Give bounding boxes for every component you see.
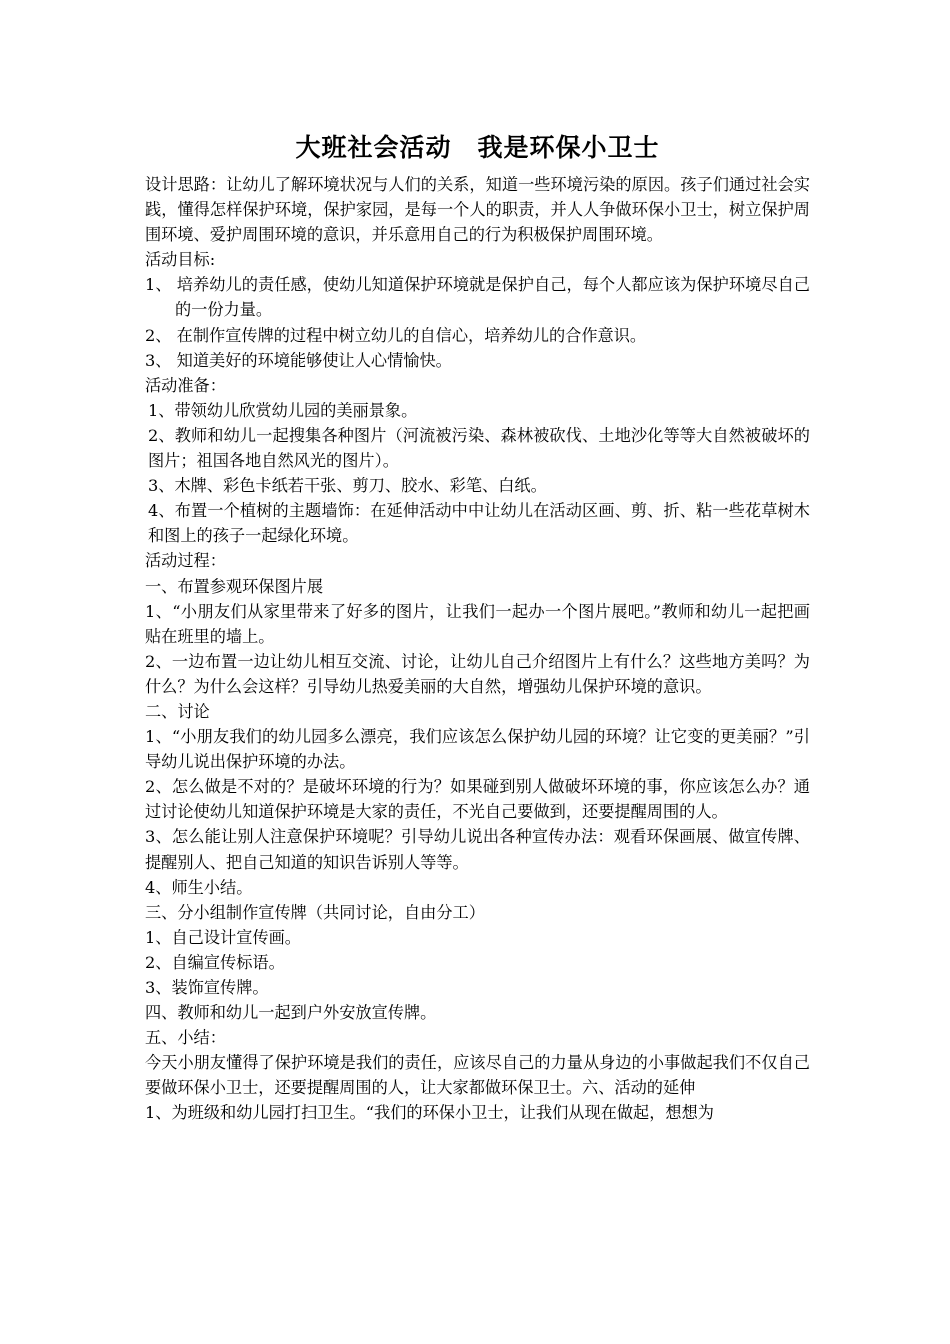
heading-process: 活动过程： <box>145 551 226 571</box>
section-3-item-3: 3、装饰宣传牌。 <box>145 978 269 997</box>
section-3-item-1: 1、自己设计宣传画。 <box>145 927 301 947</box>
preparation-item-1: 1、带领幼儿欣赏幼儿园的美丽景象。 <box>148 400 418 420</box>
document-page <box>145 128 810 1126</box>
section-1-heading: 一、布置参观环保图片展 <box>145 576 324 596</box>
preparation-item-4: 4、布置一个植树的主题墙饰：在延伸活动中中让幼儿在活动区画、剪、折、粘一些花草树木和图上的孩子一起绿化环境。 <box>148 501 810 546</box>
document-body <box>145 172 810 1126</box>
paragraph-design-idea: 设计思路：让幼儿了解环境状况与人们的关系，知道一些环境污染的原因。孩子们通过社会实践，懂得怎样保护环境，保护家园，是每一个人的职责，并人人争做环保小卫士，树立保护周围环境、爱护周围环境的意识，并乐意用自己的行为积极保护周围环境。 <box>145 175 810 245</box>
section-2-item-3: 3、怎么能让别人注意保护环境呢？引导幼儿说出各种宣传办法：观看环保画展、做宣传牌、提醒别人、把自己知道的知识告诉别人等等。 <box>145 827 810 872</box>
section-4-heading: 四、教师和幼儿一起到户外安放宣传牌。 <box>145 1003 437 1023</box>
section-5-heading: 五、小结： <box>145 1028 226 1048</box>
section-1-item-1: 1、“小朋友们从家里带来了好多的图片，让我们一起办一个图片展吧。”教师和幼儿一起把画贴在班里的墙上。 <box>145 601 810 646</box>
section-3-heading: 三、分小组制作宣传牌（共同讨论，自由分工） <box>145 902 485 922</box>
document-title: 大班社会活动 我是环保小卫士 <box>295 133 660 162</box>
objective-item-1: 1、 培养幼儿的责任感，使幼儿知道保护环境就是保护自己，每个人都应该为保护环境尽自己的一份力量。 <box>145 275 810 320</box>
section-2-item-2: 2、怎么做是不对的？是破坏环境的行为？如果碰到别人做破坏环境的事，你应该怎么办？通过讨论使幼儿知道保护环境是大家的责任，不光自己要做到，还要提醒周围的人。 <box>145 777 810 822</box>
section-3-item-2: 2、自编宣传标语。 <box>145 952 285 972</box>
heading-objectives: 活动目标: <box>145 250 216 270</box>
section-1-item-2: 2、一边布置一边让幼儿相互交流、讨论，让幼儿自己介绍图片上有什么？这些地方美吗？为什么？为什么会这样？引导幼儿热爱美丽的大自然，增强幼儿保护环境的意识。 <box>145 651 810 696</box>
objective-item-3: 3、 知道美好的环境能够使让人心情愉快。 <box>145 350 452 370</box>
preparation-item-2: 2、教师和幼儿一起搜集各种图片（河流被污染、森林被砍伐、土地沙化等等大自然被破坏的图片；祖国各地自然风光的图片）。 <box>148 425 810 471</box>
preparation-item-3: 3、木牌、彩色卡纸若干张、剪刀、胶水、彩笔、白纸。 <box>148 476 547 496</box>
heading-preparation: 活动准备： <box>145 375 226 395</box>
summary-paragraph: 今天小朋友懂得了保护环境是我们的责任，应该尽自己的力量从身边的小事做起我们不仅自己要做环保小卫士，还要提醒周围的人，让大家都做环保卫士。六、活动的延伸 <box>145 1053 810 1098</box>
objective-item-2: 2、 在制作宣传牌的过程中树立幼儿的自信心，培养幼儿的合作意识。 <box>145 325 647 345</box>
section-2-item-4: 4、师生小结。 <box>145 877 253 897</box>
extension-item-1: 1、为班级和幼儿园打扫卫生。“我们的环保小卫士，让我们从现在做起，想想为 <box>145 1103 714 1123</box>
section-2-item-1: 1、“小朋友我们的幼儿园多么漂亮，我们应该怎么保护幼儿园的环境？让它变的更美丽？”引导幼儿说出保护环境的办法。 <box>145 727 810 772</box>
section-2-heading: 二、讨论 <box>145 701 210 721</box>
